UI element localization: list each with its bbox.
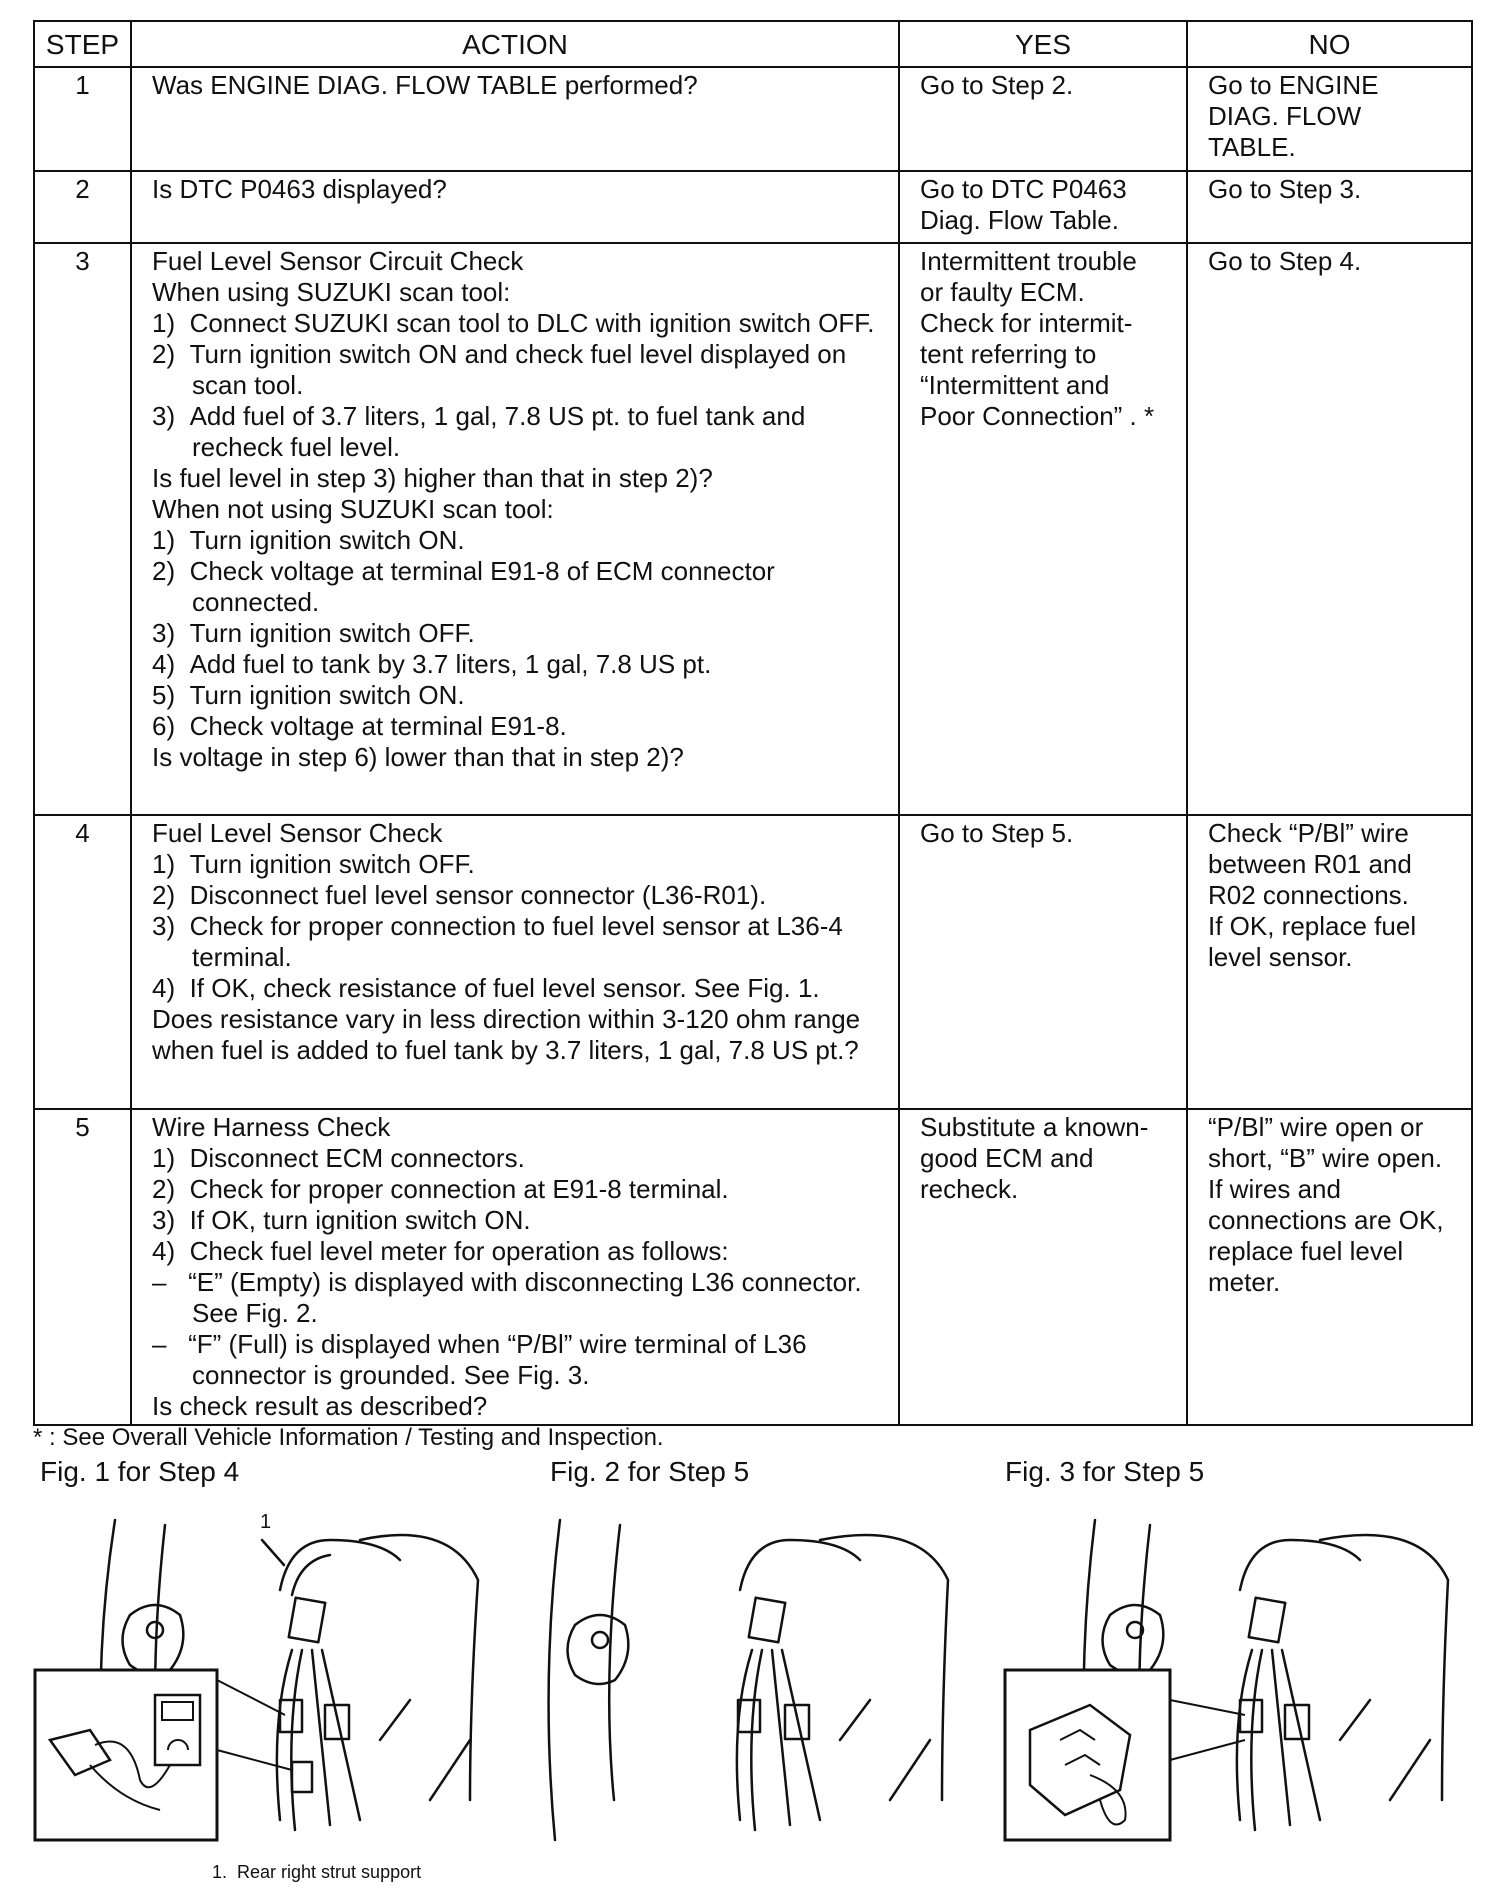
yes-cell [899, 815, 1187, 1109]
action-cell [131, 243, 899, 815]
yes-cell [899, 171, 1187, 243]
action-line: Wire Harness Check [152, 1112, 391, 1142]
action-line: – “F” (Full) is displayed when “P/Bl” wire terminal of L36 connector is grounded. See Fig. 3. [152, 1329, 807, 1390]
no-line: Go to Step 3. [1208, 174, 1362, 204]
action-line: 2) Turn ignition switch ON and check fuel level displayed on scan tool. [152, 339, 847, 400]
yes-line: Substitute a known- [920, 1112, 1149, 1142]
no-cell [1187, 171, 1472, 243]
header-action: ACTION [131, 21, 899, 67]
no-line: If wires and [1208, 1174, 1341, 1204]
action-line: – “E” (Empty) is displayed with disconnecting L36 connector. See Fig. 2. [152, 1267, 862, 1328]
figure-3-illustration [1000, 1500, 1460, 1860]
table-row [34, 243, 1472, 815]
no-cell [1187, 243, 1472, 815]
action-cell [131, 815, 899, 1109]
yes-cell [899, 1109, 1187, 1425]
no-cell [1187, 1109, 1472, 1425]
no-line: level sensor. [1208, 942, 1353, 972]
strut-bracket [1103, 1605, 1164, 1674]
action-line: 2) Check voltage at terminal E91-8 of ECM connector connected. [152, 556, 775, 617]
wire-connector [749, 1598, 785, 1643]
figure-caption: 1. Rear right strut support [212, 1862, 422, 1882]
yes-cell [899, 243, 1187, 815]
no-line: between R01 and [1208, 849, 1412, 879]
no-line: connections are OK, [1208, 1205, 1444, 1235]
ohmmeter-inset [35, 1670, 292, 1840]
action-line: 2) Disconnect fuel level sensor connector (L36-R01). [152, 880, 767, 910]
action-cell [131, 1109, 899, 1425]
action-line: 1) Disconnect ECM connectors. [152, 1143, 525, 1173]
header-yes: YES [899, 21, 1187, 67]
action-line: 6) Check voltage at terminal E91-8. [152, 711, 567, 741]
figure-3-title: Fig. 3 for Step 5 [1005, 1456, 1205, 1487]
no-line: TABLE. [1208, 132, 1296, 162]
action-line: 1) Connect SUZUKI scan tool to DLC with ignition switch OFF. [152, 308, 875, 338]
no-line: Go to ENGINE [1208, 70, 1379, 100]
step-number: 1 [34, 67, 131, 171]
action-line: Does resistance vary in less direction within 3-120 ohm range when fuel is added to fuel tank by 3.7 liters, 1 gal, 7.8 US pt.? [152, 1004, 861, 1065]
yes-line: Go to Step 5. [920, 818, 1074, 848]
footnote: * : See Overall Vehicle Information / Testing and Inspection. [33, 1424, 664, 1451]
no-line: short, “B” wire open. [1208, 1143, 1443, 1173]
action-line: 3) Turn ignition switch OFF. [152, 618, 475, 648]
no-line: If OK, replace fuel [1208, 911, 1417, 941]
yes-line: good ECM and [920, 1143, 1094, 1173]
yes-line: recheck. [920, 1174, 1019, 1204]
action-line: Is fuel level in step 3) higher than that in step 2)? [152, 463, 713, 493]
action-line: Is check result as described? [152, 1391, 488, 1421]
action-line: Fuel Level Sensor Check [152, 818, 443, 848]
action-line: 1) Turn ignition switch ON. [152, 525, 465, 555]
strut-bracket [123, 1605, 184, 1674]
no-line: meter. [1208, 1267, 1281, 1297]
action-line: When not using SUZUKI scan tool: [152, 494, 554, 524]
action-line: Is voltage in step 6) lower than that in step 2)? [152, 742, 684, 772]
table-row [34, 815, 1472, 1109]
action-line: 5) Turn ignition switch ON. [152, 680, 465, 710]
figure-1-title: Fig. 1 for Step 4 [40, 1456, 240, 1487]
action-line: 4) Add fuel to tank by 3.7 liters, 1 gal, 7.8 US pt. [152, 649, 712, 679]
yes-line: Go to DTC P0463 [920, 174, 1127, 204]
no-line: Go to Step 4. [1208, 246, 1362, 276]
action-line: Fuel Level Sensor Circuit Check [152, 246, 524, 276]
figure-2-title: Fig. 2 for Step 5 [550, 1456, 750, 1487]
wire-connector [289, 1598, 325, 1643]
step-number: 3 [34, 243, 131, 815]
step-number: 5 [34, 1109, 131, 1425]
step-number: 4 [34, 815, 131, 1109]
yes-line: Poor Connection” . * [920, 401, 1155, 431]
table-row [34, 171, 1472, 243]
yes-line: Diag. Flow Table. [920, 205, 1119, 235]
no-cell [1187, 67, 1472, 171]
table-header-row [34, 21, 1472, 67]
step-number: 2 [34, 171, 131, 243]
figure-1-callout: 1 [260, 1511, 272, 1533]
action-line: 4) Check fuel level meter for operation as follows: [152, 1236, 729, 1266]
no-line: Check “P/Bl” wire [1208, 818, 1409, 848]
yes-cell [899, 67, 1187, 171]
yes-line: Check for intermit- [920, 308, 1133, 338]
ground-jumper-inset [1005, 1670, 1245, 1840]
action-line: When using SUZUKI scan tool: [152, 277, 511, 307]
no-line: replace fuel level [1208, 1236, 1404, 1266]
action-line: 4) If OK, check resistance of fuel level sensor. See Fig. 1. [152, 973, 820, 1003]
no-line: “P/Bl” wire open or [1208, 1112, 1424, 1142]
figure-1-illustration [30, 1500, 490, 1860]
action-line: 3) Add fuel of 3.7 liters, 1 gal, 7.8 US pt. to fuel tank and recheck fuel level. [152, 401, 806, 462]
action-cell [131, 171, 899, 243]
action-line: Is DTC P0463 displayed? [152, 174, 447, 204]
strut-bracket [568, 1615, 629, 1684]
figure-2-illustration [540, 1500, 970, 1860]
no-line: R02 connections. [1208, 880, 1409, 910]
action-line: 3) If OK, turn ignition switch ON. [152, 1205, 531, 1235]
header-step: STEP [34, 21, 131, 67]
yes-line: “Intermittent and [920, 370, 1110, 400]
table-row [34, 67, 1472, 171]
yes-line: tent referring to [920, 339, 1097, 369]
yes-line: Intermittent trouble [920, 246, 1137, 276]
table-row [34, 1109, 1472, 1425]
yes-line: Go to Step 2. [920, 70, 1074, 100]
action-line: 1) Turn ignition switch OFF. [152, 849, 475, 879]
callout-leader [262, 1540, 284, 1565]
action-line: 2) Check for proper connection at E91-8 terminal. [152, 1174, 729, 1204]
action-line: 3) Check for proper connection to fuel level sensor at L36-4 terminal. [152, 911, 843, 972]
no-cell [1187, 815, 1472, 1109]
yes-line: or faulty ECM. [920, 277, 1085, 307]
diagnostic-flow-table [33, 20, 1473, 1426]
wire-connector [1249, 1598, 1285, 1643]
action-line: Was ENGINE DIAG. FLOW TABLE performed? [152, 70, 698, 100]
action-cell [131, 67, 899, 171]
header-no: NO [1187, 21, 1472, 67]
no-line: DIAG. FLOW [1208, 101, 1362, 131]
